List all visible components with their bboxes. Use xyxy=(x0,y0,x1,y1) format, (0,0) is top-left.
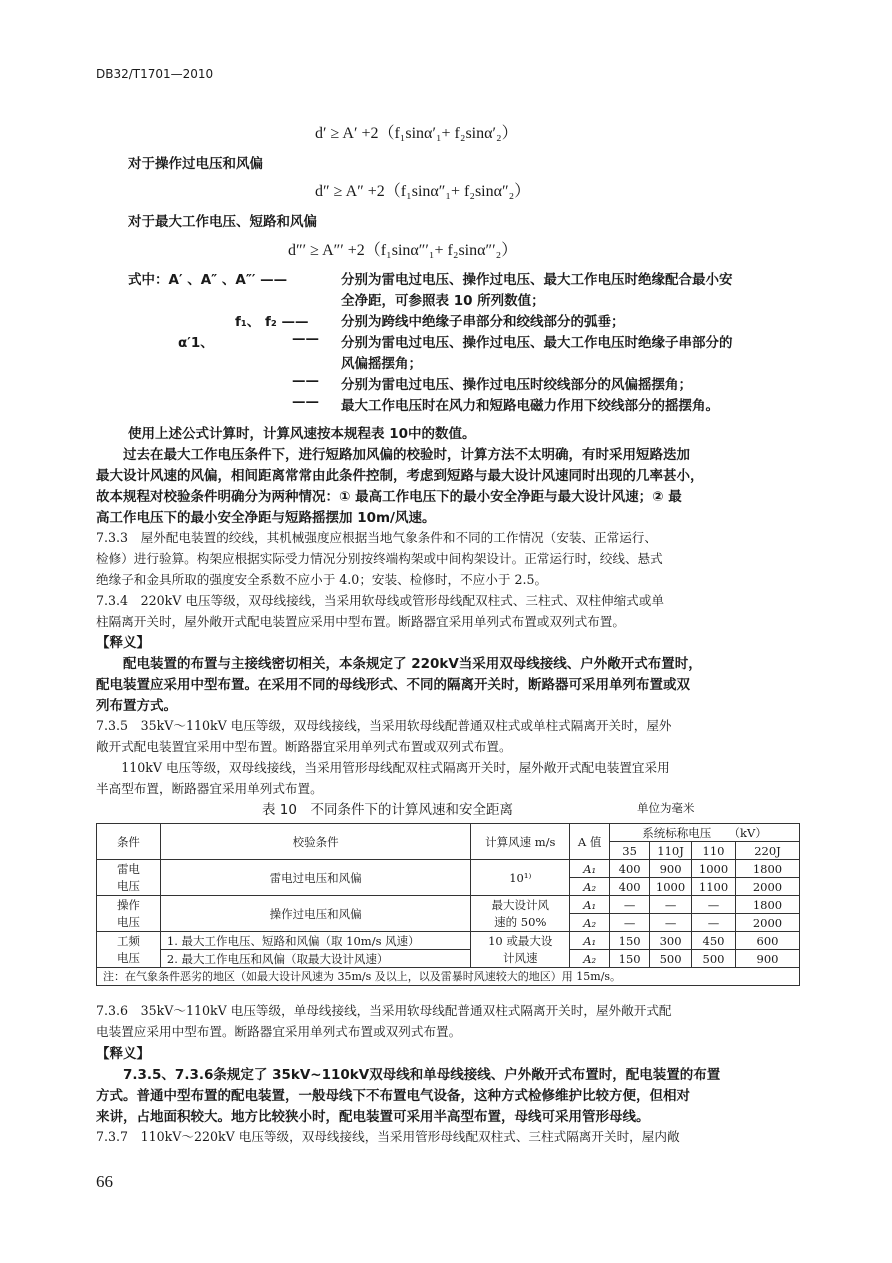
a-cell: A₂ xyxy=(570,950,610,968)
condition-cell: 雷电 电压 xyxy=(97,860,161,896)
legend-text-alpha-1: 分别为雷电过电压、操作过电压、最大工作电压时绝缘子串部分的 xyxy=(341,335,733,351)
condition-cell: 操作 电压 xyxy=(97,896,161,932)
value-cell: 1800 xyxy=(736,896,800,914)
interpretation-2-line-1: 7.3.5、7.3.6条规定了 35kV~110kV双母线和单母线接线、户外敞开式布置时，配电装置的布置 xyxy=(96,1067,721,1083)
explain-line-5: 高工作电压下的最小安全净距与短路摇摆加 10m/风速。 xyxy=(96,510,436,526)
value-cell: — xyxy=(610,914,650,932)
formula-label-max-voltage: 对于最大工作电压、短路和风偏 xyxy=(128,214,317,230)
formula-lightning: d′ ≥ A′ +2（f₁sinα′₁+ f₂sinα′₂） xyxy=(315,125,518,142)
clause-7-3-3-line-3: 绝缘子和金具所取的强度安全系数不应小于 4.0；安装、检修时，不应小于 2.5。 xyxy=(96,572,548,587)
legend-text-4: 分别为雷电过电压、操作过电压时绞线部分的风偏摇摆角； xyxy=(341,377,692,393)
legend-text-A-1: 分别为雷电过电压、操作过电压、最大工作电压时绝缘配合最小安 xyxy=(341,272,733,288)
value-cell: 2000 xyxy=(736,914,800,932)
a-cell: A₁ xyxy=(570,860,610,878)
value-cell: 500 xyxy=(692,950,736,968)
interpretation-1-line-2: 配电装置应采用中型布置。在采用不同的母线形式、不同的隔离开关时，断路器可采用单列布置或双 xyxy=(96,677,690,693)
value-cell: 1000 xyxy=(650,878,692,896)
table-unit: 单位为毫米 xyxy=(637,801,695,815)
interpretation-label-1: 【释义】 xyxy=(96,635,150,651)
formula-max-voltage: d″′ ≥ A″′ +2（f₁sinα″′₁+ f₂sinα″′₂） xyxy=(288,242,518,259)
explain-line-3: 最大设计风速的风偏，相间距离常常由此条件控制，考虑到短路与最大设计风速同时出现的几率甚小， xyxy=(96,468,704,484)
legend-text-alpha-2: 风偏摇摆角； xyxy=(341,356,422,372)
value-cell: — xyxy=(692,914,736,932)
formula-label-switching: 对于操作过电压和风偏 xyxy=(128,156,263,172)
value-cell: 600 xyxy=(736,932,800,950)
header-condition: 条件 xyxy=(97,824,161,860)
formula-switching: d″ ≥ A″ +2（f₁sinα″₁+ f₂sinα″₂） xyxy=(315,183,531,200)
clause-7-3-3-line-1: 7.3.3 屋外配电装置的绞线，其机械强度应根据当地气象条件和不同的工作情况（安装、正常运行、 xyxy=(96,530,657,545)
value-cell: 150 xyxy=(610,932,650,950)
value-cell: 150 xyxy=(610,950,650,968)
header-a-value: A 值 xyxy=(570,824,610,860)
value-cell: 400 xyxy=(610,878,650,896)
value-cell: — xyxy=(650,896,692,914)
interpretation-label-2: 【释义】 xyxy=(96,1046,150,1062)
header-voltage: 110J xyxy=(650,842,692,860)
value-cell: 1800 xyxy=(736,860,800,878)
clause-7-3-7-line-1: 7.3.7 110kV～220kV 电压等级，双母线接线，当采用管形母线配双柱式、三柱式隔离开关时，屋内敞 xyxy=(96,1129,680,1144)
legend-text-f: 分别为跨线中绝缘子串部分和绞线部分的弧垂； xyxy=(341,314,625,330)
clause-7-3-6-line-1: 7.3.6 35kV～110kV 电压等级，单母线接线，当采用软母线配普通双柱式隔离开关时，屋外敞开式配 xyxy=(96,1003,672,1018)
document-code: DB32/T1701—2010 xyxy=(96,67,214,81)
clause-7-3-4-line-1: 7.3.4 220kV 电压等级，双母线接线，当采用软母线或管形母线配双柱式、三柱式、双柱伸缩式或单 xyxy=(96,593,664,608)
header-voltage: 110 xyxy=(692,842,736,860)
value-cell: 900 xyxy=(736,950,800,968)
table-title: 表 10 不同条件下的计算风速和安全距离 xyxy=(262,802,513,818)
a-cell: A₁ xyxy=(570,932,610,950)
wind-cell: 10 或最大设 计风速 xyxy=(471,932,570,968)
explain-line-1: 使用上述公式计算时，计算风速按本规程表 10中的数值。 xyxy=(128,426,476,442)
clause-7-3-5-line-4: 半高型布置，断路器宜采用单列式布置。 xyxy=(96,781,323,796)
interpretation-2-line-3: 来讲，占地面积较大。地方比较狭小时，配电装置可采用半高型布置，母线可采用管形母线。 xyxy=(96,1109,650,1125)
condition-cell: 工频 电压 xyxy=(97,932,161,968)
page-number: 66 xyxy=(96,1172,113,1191)
clause-7-3-4-line-2: 柱隔离开关时，屋外敞开式配电装置应采用中型布置。断路器宜采用单列式布置或双列式布置。 xyxy=(96,614,625,629)
header-check-condition: 校验条件 xyxy=(160,824,470,860)
value-cell: 1100 xyxy=(692,878,736,896)
check-cell: 操作过电压和风偏 xyxy=(160,896,470,932)
table-note: 注：在气象条件恶劣的地区（如最大设计风速为 35m/s 及以上，以及雷暴时风速较大的地区）用 15m/s。 xyxy=(97,968,800,986)
interpretation-2-line-2: 方式。普通中型布置的配电装置，一般母线下不布置电气设备，这种方式检修维护比较方便，但相对 xyxy=(96,1088,690,1104)
check-cell: 1. 最大工作电压、短路和风偏（取 10m/s 风速） xyxy=(160,932,470,950)
clause-7-3-5-line-3: 110kV 电压等级，双母线接线，当采用管形母线配双柱式隔离开关时，屋外敞开式配电装置宜采用 xyxy=(96,760,670,775)
explain-line-4: 故本规程对校验条件明确分为两种情况：① 最高工作电压下的最小安全净距与最大设计风速；② 最 xyxy=(96,489,682,505)
wind-cell: 最大设计风 速的 50% xyxy=(471,896,570,932)
value-cell: — xyxy=(692,896,736,914)
value-cell: — xyxy=(610,896,650,914)
legend-symbol-f: f₁、 f₂ —— xyxy=(235,314,309,330)
header-wind-speed: 计算风速 m/s xyxy=(471,824,570,860)
legend-dash-4: —— xyxy=(292,373,319,389)
clause-7-3-5-line-2: 敞开式配电装置宜采用中型布置。断路器宜采用单列式布置或双列式布置。 xyxy=(96,739,512,754)
clause-7-3-6-line-2: 电装置应采用中型布置。断路器宜采用单列式布置或双列式布置。 xyxy=(96,1024,462,1039)
legend-symbol-alpha: α′1、 xyxy=(178,335,214,351)
a-cell: A₂ xyxy=(570,914,610,932)
legend-symbol-A: 式中：A′ 、A″ 、A″′ —— xyxy=(128,272,288,288)
interpretation-1-line-1: 配电装置的布置与主接线密切相关，本条规定了 220kV当采用双母线接线、户外敞开式布置时， xyxy=(96,656,702,672)
value-cell: 900 xyxy=(650,860,692,878)
clause-7-3-3-line-2: 检修）进行验算。构架应根据实际受力情况分别按终端构架或中间构架设计。正常运行时，绞线、悬式 xyxy=(96,551,663,566)
check-cell: 2. 最大工作电压和风偏（取最大设计风速） xyxy=(160,950,470,968)
value-cell: — xyxy=(650,914,692,932)
header-voltage: 220J xyxy=(736,842,800,860)
wind-speed-safety-distance-table xyxy=(96,823,800,986)
legend-text-5: 最大工作电压时在风力和短路电磁力作用下绞线部分的摇摆角。 xyxy=(341,398,719,414)
value-cell: 1000 xyxy=(692,860,736,878)
legend-dash-5: —— xyxy=(292,394,319,410)
legend-text-A-2: 全净距，可参照表 10 所列数值； xyxy=(341,293,545,309)
check-cell: 雷电过电压和风偏 xyxy=(160,860,470,896)
clause-7-3-5-line-1: 7.3.5 35kV～110kV 电压等级，双母线接线，当采用软母线配普通双柱式或单柱式隔离开关时，屋外 xyxy=(96,718,672,733)
explain-line-2: 过去在最大工作电压条件下，进行短路加风偏的校验时，计算方法不太明确，有时采用短路迭加 xyxy=(96,447,690,463)
header-system-voltage: 系统标称电压 （kV） xyxy=(610,824,800,842)
value-cell: 400 xyxy=(610,860,650,878)
value-cell: 300 xyxy=(650,932,692,950)
value-cell: 2000 xyxy=(736,878,800,896)
a-cell: A₂ xyxy=(570,878,610,896)
value-cell: 500 xyxy=(650,950,692,968)
a-cell: A₁ xyxy=(570,896,610,914)
interpretation-1-line-3: 列布置方式。 xyxy=(96,698,177,714)
header-voltage: 35 xyxy=(610,842,650,860)
legend-dash-alpha: —— xyxy=(292,331,319,347)
value-cell: 450 xyxy=(692,932,736,950)
wind-cell: 10¹⁾ xyxy=(471,860,570,896)
